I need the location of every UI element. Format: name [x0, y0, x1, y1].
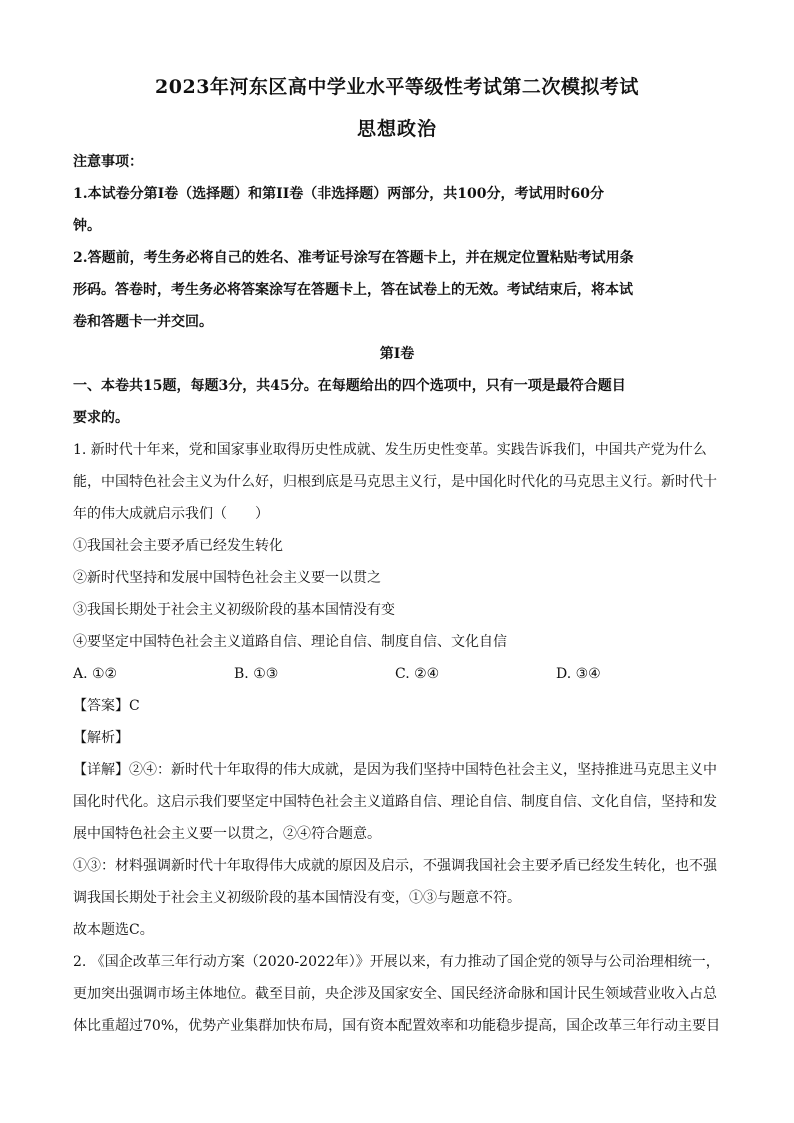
q1-answer: 【答案】C	[73, 698, 140, 714]
q1-statement-2: ②新时代坚持和发展中国特色社会主义要一以贯之	[73, 570, 381, 586]
q1-detail-6: 故本题选C。	[73, 922, 154, 938]
q1-option-c: C. ②④	[395, 666, 440, 682]
q1-option-a: A. ①②	[73, 666, 118, 682]
q1-options	[73, 658, 721, 690]
notes-line-5: 卷和答题卡一并交回。	[73, 314, 213, 330]
q1-statement-3: ③我国长期处于社会主义初级阶段的基本国情没有变	[73, 602, 395, 618]
q1-detail-4: ①③：材料强调新时代十年取得伟大成就的原因及启示，不强调我国社会主要矛盾已经发生转化，也不强	[73, 858, 717, 874]
q1-statement-1: ①我国社会主要矛盾已经发生转化	[73, 538, 283, 554]
q1-analysis-label: 【解析】	[73, 730, 129, 746]
q2-stem-1: 2. 《国企改革三年行动方案（2020-2022年）》开展以来，有力推动了国企党的领导与公司治理相统一，	[73, 954, 720, 970]
q1-option-b: B. ①③	[234, 666, 279, 682]
q1-detail-2: 国化时代化。这启示我们要坚定中国特色社会主义道路自信、理论自信、制度自信、文化自信，坚持和发	[73, 794, 717, 810]
subject-title: 思想政治	[356, 118, 437, 140]
exam-title: 2023年河东区高中学业水平等级性考试第二次模拟考试	[155, 76, 639, 98]
notes-line-4: 形码。答卷时，考生务必将答案涂写在答题卡上，答在试卷上的无效。考试结束后，将本试	[73, 282, 633, 298]
q2-stem-2: 更加突出强调市场主体地位。截至目前，央企涉及国家安全、国民经济命脉和国计民生领域营业收入占总	[73, 986, 717, 1002]
exam-content	[73, 146, 721, 1042]
section-instructions-1: 一、本卷共15题，每题3分，共45分。在每题给出的四个选项中，只有一项是最符合题目	[73, 378, 626, 394]
q1-statement-4: ④要坚定中国特色社会主义道路自信、理论自信、制度自信、文化自信	[73, 634, 507, 650]
q1-option-d: D. ③④	[556, 666, 601, 682]
q1-stem-2: 能，中国特色社会主义为什么好，归根到底是马克思主义行，是中国化时代化的马克思主义行。新时代十	[73, 474, 717, 490]
notes-line-1: 1.本试卷分第Ⅰ卷（选择题）和第II卷（非选择题）两部分，共100分，考试用时60分	[73, 186, 604, 202]
section-instructions-2: 要求的。	[73, 410, 129, 426]
q1-detail-3: 展中国特色社会主义要一以贯之，②④符合题意。	[73, 826, 381, 842]
section-title: 第Ⅰ卷	[379, 346, 415, 362]
notes-line-3: 2.答题前，考生务必将自己的姓名、准考证号涂写在答题卡上，并在规定位置粘贴考试用条	[73, 250, 634, 266]
notes-line-2: 钟。	[73, 218, 101, 234]
q1-stem-1: 1. 新时代十年来，党和国家事业取得历史性成就、发生历史性变革。实践告诉我们，中国共产党为什么	[73, 442, 707, 458]
q1-detail-1: 【详解】②④：新时代十年取得的伟大成就，是因为我们坚持中国特色社会主义，坚持推进马克思主义中	[73, 762, 717, 778]
q1-stem-3: 年的伟大成就启示我们（ ）	[73, 506, 269, 522]
notes-heading: 注意事项：	[73, 154, 143, 170]
q2-stem-3: 体比重超过70%，优势产业集群加快布局，国有资本配置效率和功能稳步提高，国企改革三年行动主要目	[73, 1018, 721, 1034]
q1-detail-5: 调我国长期处于社会主义初级阶段的基本国情没有变，①③与题意不符。	[73, 890, 521, 906]
